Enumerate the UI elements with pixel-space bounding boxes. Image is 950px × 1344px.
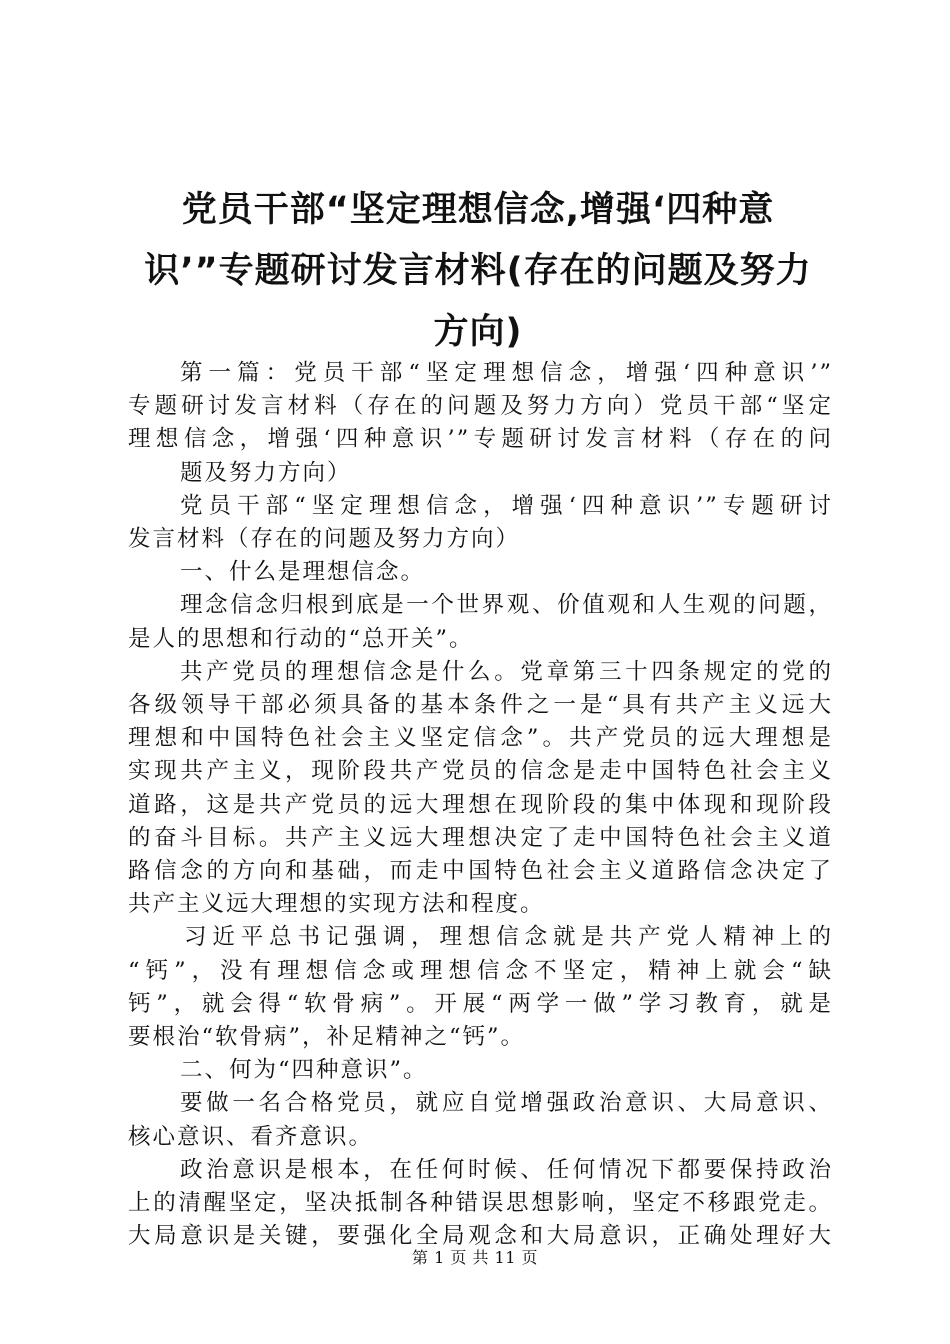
text-line: 核心意识、看齐意识。 — [128, 1123, 374, 1150]
text-line: 路信念的方向和基础，而走中国特色社会主义道路信念决定了 — [128, 858, 833, 885]
text-line: 是人的思想和行动的“总开关”。 — [128, 625, 474, 652]
text-line: 习近平总书记强调，理想信念就是共产党人精神上的 — [184, 924, 833, 951]
document-body — [128, 357, 833, 1253]
text-line: 的奋斗目标。共产主义远大理想决定了走中国特色社会主义道 — [128, 824, 833, 851]
text-line: 共产主义远大理想的实现方法和程度。 — [128, 891, 545, 918]
text-line: 要做一名合格党员，就应自觉增强政治意识、大局意识、 — [180, 1090, 833, 1117]
text-line: 一、什么是理想信念。 — [180, 559, 426, 586]
text-line: 理想信念，增强‘四种意识’”专题研讨发言材料（存在的问 — [128, 426, 833, 453]
text-line: 理念信念归根到底是一个世界观、价值观和人生观的问题， — [180, 592, 833, 619]
text-line: 政治意识是根本，在任何时候、任何情况下都要保持政治 — [180, 1156, 833, 1183]
text-line: 共产党员的理想信念是什么。党章第三十四条规定的党的 — [180, 658, 833, 685]
title-line: 方向) — [433, 312, 523, 352]
text-line: 发言材料（存在的问题及努力方向） — [128, 526, 521, 553]
text-line: 大局意识是关键，要强化全局观念和大局意识，正确处理好大 — [128, 1223, 833, 1250]
text-line: 二、何为“四种意识”。 — [180, 1057, 428, 1084]
text-line: 各级领导干部必须具备的基本条件之一是“具有共产主义远大 — [128, 692, 833, 719]
text-line: 专题研讨发言材料（存在的问题及努力方向）党员干部“坚定 — [128, 393, 833, 420]
title-line: 识’”专题研讨发言材料(存在的问题及努力 — [144, 251, 812, 291]
text-line: 道路，这是共产党员的远大理想在现阶段的集中体现和现阶段 — [128, 791, 833, 818]
text-line: 党员干部“坚定理想信念，增强‘四种意识’”专题研讨 — [180, 492, 833, 519]
title-line: 党员干部“坚定理想信念,增强‘四种意 — [181, 190, 775, 230]
text-line: “钙”，没有理想信念或理想信念不坚定，精神上就会“缺 — [128, 957, 833, 984]
text-line: 钙”，就会得“软骨病”。开展“两学一做”学习教育，就是 — [128, 990, 833, 1017]
document-title — [128, 180, 828, 363]
text-line: 第一篇：党员干部“坚定理想信念，增强‘四种意识’” — [180, 360, 833, 386]
text-line: 要根治“软骨病”，补足精神之“钙”。 — [128, 1024, 526, 1051]
text-line: 实现共产主义，现阶段共产党员的信念是走中国特色社会主义 — [128, 758, 833, 785]
text-line: 题及努力方向） — [180, 459, 352, 486]
page-number: 第 1 页 共 11 页 — [412, 1248, 538, 1267]
text-line: 上的清醒坚定，坚决抵制各种错误思想影响，坚定不移跟党走。 — [128, 1190, 833, 1217]
text-line: 理想和中国特色社会主义坚定信念”。共产党员的远大理想是 — [128, 725, 833, 752]
